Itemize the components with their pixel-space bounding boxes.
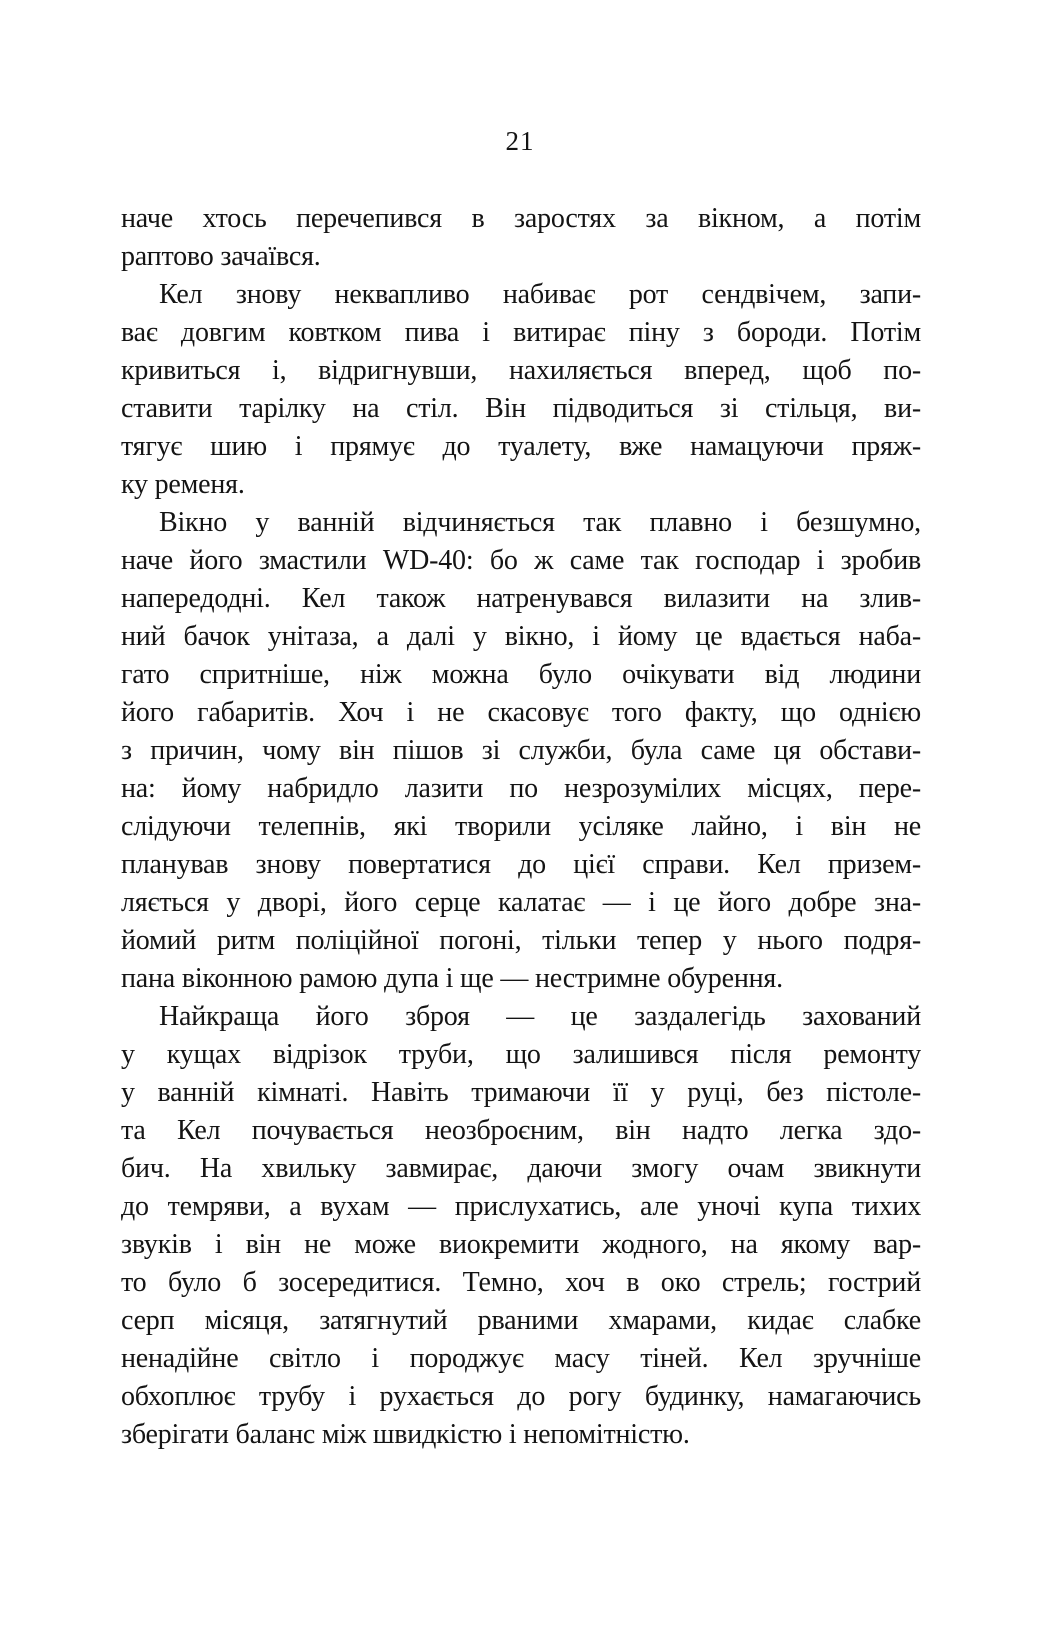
text-line: ний бачок унітаза, а далі у вікно, і йому це вдається наба- (121, 621, 921, 652)
text-line: на: йому набридло лазити по незрозумілих місцях, пере- (121, 773, 921, 804)
text-line: Вікно у ванній відчиняється так плавно і безшумно, (159, 507, 921, 538)
text-line: його габаритів. Хоч і не скасовує того факту, що однією (121, 697, 921, 728)
text-line: у кущах відрізок труби, що залишився після ремонту (121, 1039, 921, 1070)
text-line: ненадійне світло і породжує масу тіней. Кел зручніше (121, 1343, 921, 1374)
text-line: Кел знову неквапливо набиває рот сендвічем, запи- (159, 279, 921, 310)
text-line: раптово зачаївся. (121, 241, 321, 272)
text-line: ває довгим ковтком пива і витирає піну з бороди. Потім (121, 317, 921, 348)
text-line: з причин, чому він пішов зі служби, була саме ця обстави- (121, 735, 921, 766)
text-line: то було б зосередитися. Темно, хоч в око стрель; гострий (121, 1267, 921, 1298)
paragraph (121, 998, 921, 1454)
text-line: гато спритніше, ніж можна було очікувати від людини (121, 659, 921, 690)
text-line: зберігати баланс між швидкістю і непомітністю. (121, 1419, 690, 1450)
text-line: ку ременя. (121, 469, 245, 500)
paragraph (121, 276, 921, 504)
paragraph (121, 200, 921, 276)
text-line: кривиться і, відригнувши, нахиляється вперед, щоб по- (121, 355, 921, 386)
page-number: 21 (505, 126, 535, 156)
text-line: наче хтось перечепився в заростях за вікном, а потім (121, 203, 921, 234)
text-line: планував знову повертатися до цієї справи. Кел призем- (121, 849, 921, 880)
text-line: тягує шию і прямує до туалету, вже намацуючи пряж- (121, 431, 921, 462)
text-line: обхоплює трубу і рухається до рогу будинку, намагаючись (121, 1381, 921, 1412)
text-line: серп місяця, затягнутий рваними хмарами, кидає слабке (121, 1305, 921, 1336)
text-line: пана віконною рамою дупа і ще — нестримне обурення. (121, 963, 783, 994)
text-block (121, 200, 921, 1454)
text-line: напередодні. Кел також натренувався вилазити на злив- (121, 583, 921, 614)
text-line: йомий ритм поліційної погоні, тільки тепер у нього подря- (121, 925, 921, 956)
text-line: у ванній кімнаті. Навіть тримаючи її у руці, без пістоле- (121, 1077, 921, 1108)
text-line: слідуючи телепнів, які творили усіляке лайно, і він не (121, 811, 921, 842)
text-line: бич. На хвильку завмирає, даючи змогу очам звикнути (121, 1153, 921, 1184)
paragraph (121, 504, 921, 998)
text-line: звуків і він не може виокремити жодного, на якому вар- (121, 1229, 921, 1260)
text-line: до темряви, а вухам — прислухатись, але уночі купа тихих (121, 1191, 921, 1222)
text-line: ставити тарілку на стіл. Він підводиться зі стільця, ви- (121, 393, 921, 424)
text-line: та Кел почувається неозброєним, він надто легка здо- (121, 1115, 921, 1146)
text-line: наче його змастили WD-40: бо ж саме так господар і зробив (121, 545, 921, 576)
text-line: ляється у дворі, його серце калатає — і це його добре зна- (121, 887, 921, 918)
text-line: Найкраща його зброя — це заздалегідь захований (159, 1001, 921, 1032)
